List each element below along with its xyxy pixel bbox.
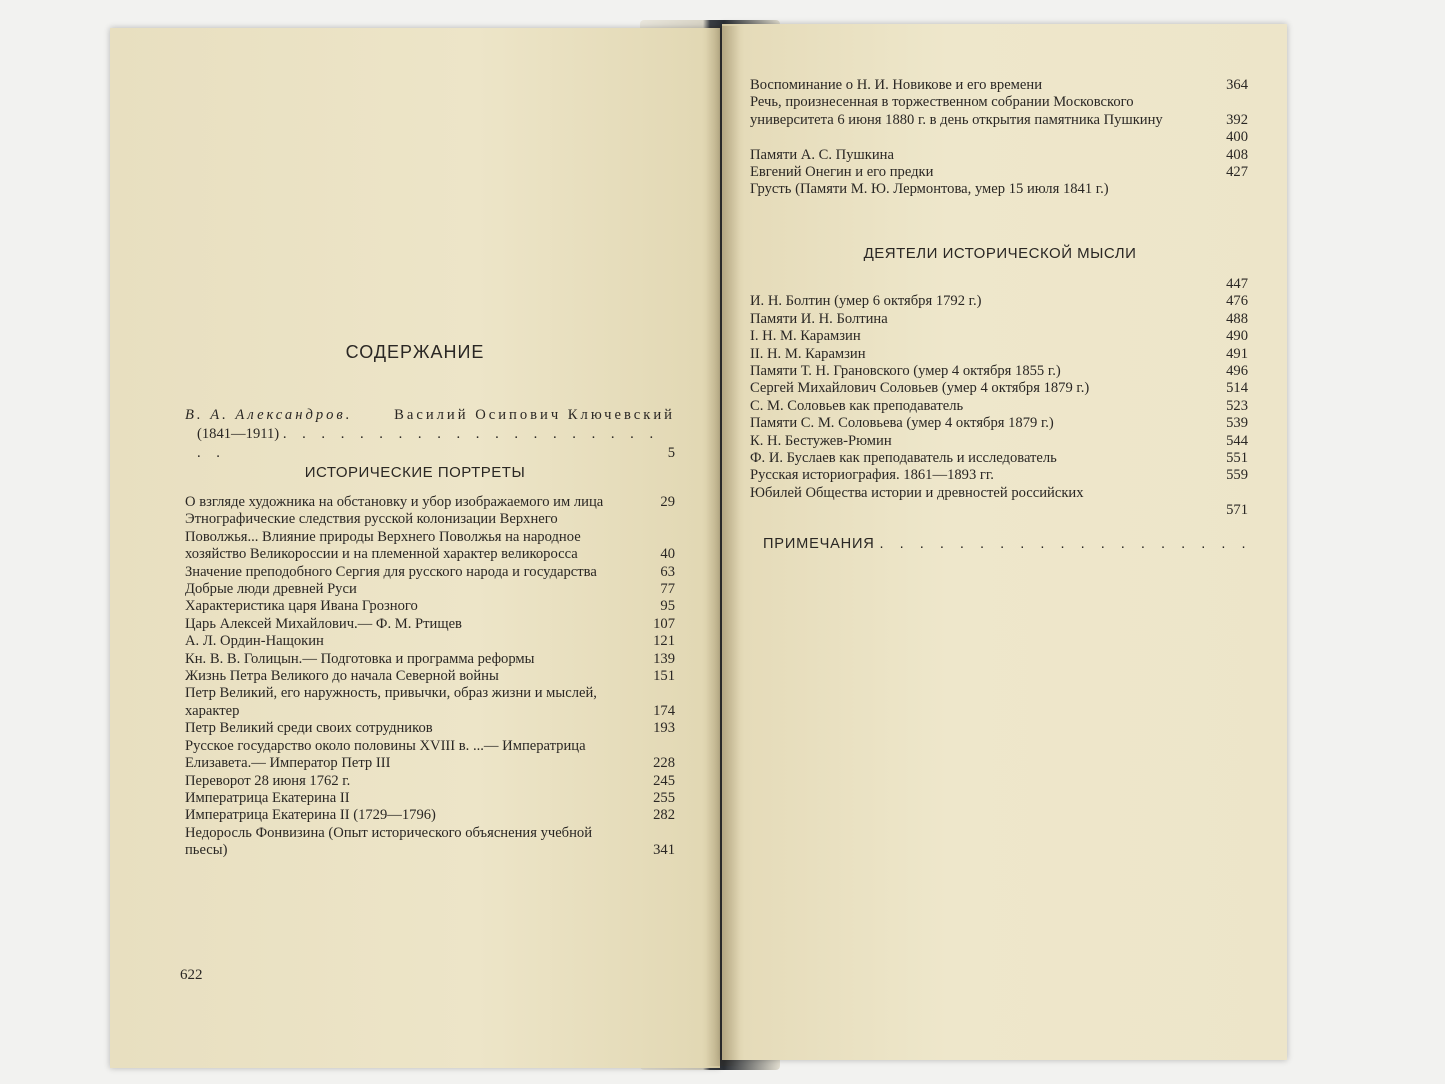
left-toc-list bbox=[185, 494, 675, 860]
toc-entry-title: II. Н. М. Карамзин bbox=[750, 345, 866, 362]
toc-entry-page: 559 bbox=[1226, 467, 1248, 484]
toc-entry bbox=[750, 164, 1248, 181]
toc-entry bbox=[185, 668, 675, 685]
toc-entry-title: С. М. Соловьев как преподаватель bbox=[750, 397, 964, 414]
toc-entry-title: Речь, произнесенная в торжественном собрании Московского университета 6 июня 1880 г. в день открытия памятника Пушкину bbox=[750, 94, 1163, 128]
toc-entry bbox=[750, 328, 1248, 345]
toc-entry-title: Значение преподобного Сергия для русского народа и государства bbox=[185, 563, 597, 580]
toc-entry-page: 400 bbox=[1226, 129, 1248, 146]
toc-entry bbox=[185, 564, 675, 581]
toc-entry bbox=[750, 181, 1248, 198]
toc-entry-title: К. Н. Бестужев-Рюмин bbox=[750, 432, 892, 449]
leader-dots: . . . . . . . . . . . . . . . . . . . bbox=[879, 536, 1252, 552]
toc-entry-title: Петр Великий среди своих сотрудников bbox=[185, 720, 433, 737]
toc-entry-page: 121 bbox=[653, 633, 675, 650]
toc-entry-page: 40 bbox=[660, 546, 675, 563]
toc-entry-page: 245 bbox=[653, 772, 675, 789]
toc-entry bbox=[750, 450, 1248, 467]
toc-entry-page: 571 bbox=[1226, 502, 1248, 519]
toc-entry-title bbox=[750, 502, 1248, 519]
toc-entry-page: 228 bbox=[653, 755, 675, 772]
page-number: 622 bbox=[180, 967, 203, 983]
author-entry-title: Василий Осипович Ключевский bbox=[394, 407, 675, 423]
notes-title: ПРИМЕЧАНИЯ bbox=[763, 536, 875, 552]
toc-entry-title: Воспоминание о Н. И. Новикове и его времени bbox=[750, 77, 1043, 93]
toc-entry-page: 476 bbox=[1226, 293, 1248, 310]
toc-entry bbox=[750, 293, 1248, 310]
toc-entry-page: 29 bbox=[660, 494, 675, 510]
toc-entry-title: I. Н. М. Карамзин bbox=[750, 328, 861, 345]
toc-entry-title: О взгляде художника на обстановку и убор изображаемого им лица bbox=[185, 494, 604, 510]
toc-entry-page: 447 bbox=[1226, 276, 1248, 292]
toc-entry-page: 255 bbox=[653, 789, 675, 806]
toc-entry-title: Жизнь Петра Великого до начала Северной войны bbox=[185, 668, 499, 685]
toc-entry-page: 496 bbox=[1226, 363, 1248, 380]
toc-entry bbox=[185, 598, 675, 615]
toc-entry-page: 539 bbox=[1226, 415, 1248, 432]
leader-dots: . . . . . . . . . . . . . . . . . . . . . . bbox=[197, 426, 660, 461]
toc-entry bbox=[750, 415, 1248, 432]
toc-entry-title: Переворот 28 июня 1762 г. bbox=[185, 772, 351, 789]
toc-entry bbox=[185, 685, 675, 720]
toc-entry-page: 63 bbox=[660, 563, 675, 580]
toc-entry-page: 193 bbox=[653, 720, 675, 737]
right-toc-list bbox=[750, 276, 1248, 520]
toc-entry-title: Императрица Екатерина II bbox=[185, 789, 350, 806]
toc-entry bbox=[185, 511, 675, 563]
author-entry-years: (1841—1911) bbox=[197, 426, 280, 442]
toc-entry-title: Характеристика царя Ивана Грозного bbox=[185, 598, 418, 615]
toc-entry bbox=[185, 720, 675, 737]
author-entry-page: 5 bbox=[667, 445, 675, 461]
toc-entry-page: 151 bbox=[653, 668, 675, 685]
toc-entry-title: Памяти А. С. Пушкина bbox=[750, 146, 894, 163]
toc-entry-title: Кн. В. В. Голицын.— Подготовка и программа реформы bbox=[185, 650, 535, 667]
toc-entry-page: 282 bbox=[653, 807, 675, 824]
toc-entry bbox=[185, 738, 675, 773]
toc-entry bbox=[185, 790, 675, 807]
toc-entry-title: Недоросль Фонвизина (Опыт исторического объяснения учебной пьесы) bbox=[185, 824, 593, 859]
toc-entry bbox=[750, 147, 1248, 164]
toc-entry-page: 139 bbox=[653, 650, 675, 667]
toc-entry bbox=[750, 502, 1248, 519]
toc-entry-title: Императрица Екатерина II (1729—1796) bbox=[185, 807, 436, 824]
toc-entry-title: Сергей Михайлович Соловьев (умер 4 октября 1879 г.) bbox=[750, 380, 1090, 397]
toc-entry-title: Русское государство около половины XVIII в. ...— Императрица Елизавета.— Император Петр III bbox=[185, 737, 586, 772]
toc-entry-title bbox=[750, 129, 1248, 146]
toc-entry bbox=[750, 485, 1248, 502]
toc-entry bbox=[750, 276, 1248, 293]
toc-entry-page: 523 bbox=[1226, 397, 1248, 414]
toc-entry bbox=[185, 494, 675, 511]
book-gutter bbox=[706, 26, 740, 1066]
toc-entry bbox=[750, 77, 1248, 94]
toc-entry bbox=[750, 311, 1248, 328]
toc-entry-title bbox=[750, 276, 1248, 293]
toc-entry bbox=[750, 467, 1248, 484]
author-entry bbox=[185, 406, 675, 463]
toc-entry bbox=[750, 433, 1248, 450]
toc-entry-page: 174 bbox=[653, 702, 675, 719]
toc-entry-title: А. Л. Ордин-Нащокин bbox=[185, 633, 324, 650]
toc-entry-title: Царь Алексей Михайлович.— Ф. М. Ртищев bbox=[185, 615, 462, 632]
toc-entry bbox=[185, 807, 675, 824]
toc-entry-title: Евгений Онегин и его предки bbox=[750, 164, 934, 181]
toc-entry-page: 427 bbox=[1226, 164, 1248, 181]
toc-entry-page: 491 bbox=[1226, 345, 1248, 362]
contents-heading: СОДЕРЖАНИЕ bbox=[345, 342, 485, 362]
toc-entry-title: Русская историография. 1861—1893 гг. bbox=[750, 467, 994, 484]
toc-entry-page: 551 bbox=[1226, 450, 1248, 467]
toc-entry-title: Добрые люди древней Руси bbox=[185, 581, 357, 598]
toc-entry-title: Памяти С. М. Соловьева (умер 4 октября 1879 г.) bbox=[750, 415, 1054, 432]
section-historical-portraits: ИСТОРИЧЕСКИЕ ПОРТРЕТЫ bbox=[304, 464, 526, 481]
toc-entry-title: Петр Великий, его наружность, привычки, образ жизни и мыслей, характер bbox=[185, 685, 597, 719]
toc-entry-page: 77 bbox=[660, 581, 675, 598]
toc-entry bbox=[185, 616, 675, 633]
toc-entry-title: Памяти И. Н. Болтина bbox=[750, 310, 888, 327]
toc-entry bbox=[185, 773, 675, 790]
toc-entry-title: Грусть (Памяти М. Ю. Лермонтова, умер 15 июля 1841 г.) bbox=[750, 181, 1109, 198]
toc-entry bbox=[750, 94, 1248, 129]
toc-entry bbox=[750, 380, 1248, 397]
section-historical-thinkers: ДЕЯТЕЛИ ИСТОРИЧЕСКОЙ МЫСЛИ bbox=[863, 245, 1137, 262]
toc-entry-page: 544 bbox=[1226, 432, 1248, 449]
toc-entry bbox=[185, 825, 675, 860]
toc-entry-page: 95 bbox=[660, 598, 675, 615]
toc-entry bbox=[185, 651, 675, 668]
toc-entry-page: 514 bbox=[1226, 380, 1248, 397]
toc-entry-title: Юбилей Общества истории и древностей российских bbox=[750, 484, 1084, 501]
notes-entry bbox=[763, 536, 1253, 552]
toc-entry-page: 392 bbox=[1226, 111, 1248, 128]
toc-entry-page: 488 bbox=[1226, 310, 1248, 327]
toc-entry-page: 341 bbox=[653, 842, 675, 859]
toc-entry bbox=[750, 398, 1248, 415]
author-name: В. А. Александров. bbox=[185, 407, 353, 423]
toc-entry-page: 490 bbox=[1226, 328, 1248, 345]
toc-entry bbox=[185, 581, 675, 598]
toc-entry-title: И. Н. Болтин (умер 6 октября 1792 г.) bbox=[750, 293, 982, 310]
toc-entry bbox=[750, 363, 1248, 380]
toc-entry-title: Этнографические следствия русской колонизации Верхнего Поволжья... Влияние природы Верхнего Поволжья на народное хозяйство Великороссии и на племенной характер великоросса bbox=[185, 511, 581, 563]
toc-entry-page: 107 bbox=[653, 615, 675, 632]
toc-entry bbox=[750, 129, 1248, 146]
toc-entry bbox=[185, 633, 675, 650]
toc-entry-title: Ф. И. Буслаев как преподаватель и исследователь bbox=[750, 450, 1057, 467]
right-toc-top-list bbox=[750, 77, 1248, 199]
toc-entry bbox=[750, 346, 1248, 363]
toc-entry-page: 364 bbox=[1226, 77, 1248, 93]
toc-entry-page: 408 bbox=[1226, 146, 1248, 163]
toc-entry-title: Памяти Т. Н. Грановского (умер 4 октября 1855 г.) bbox=[750, 363, 1061, 380]
